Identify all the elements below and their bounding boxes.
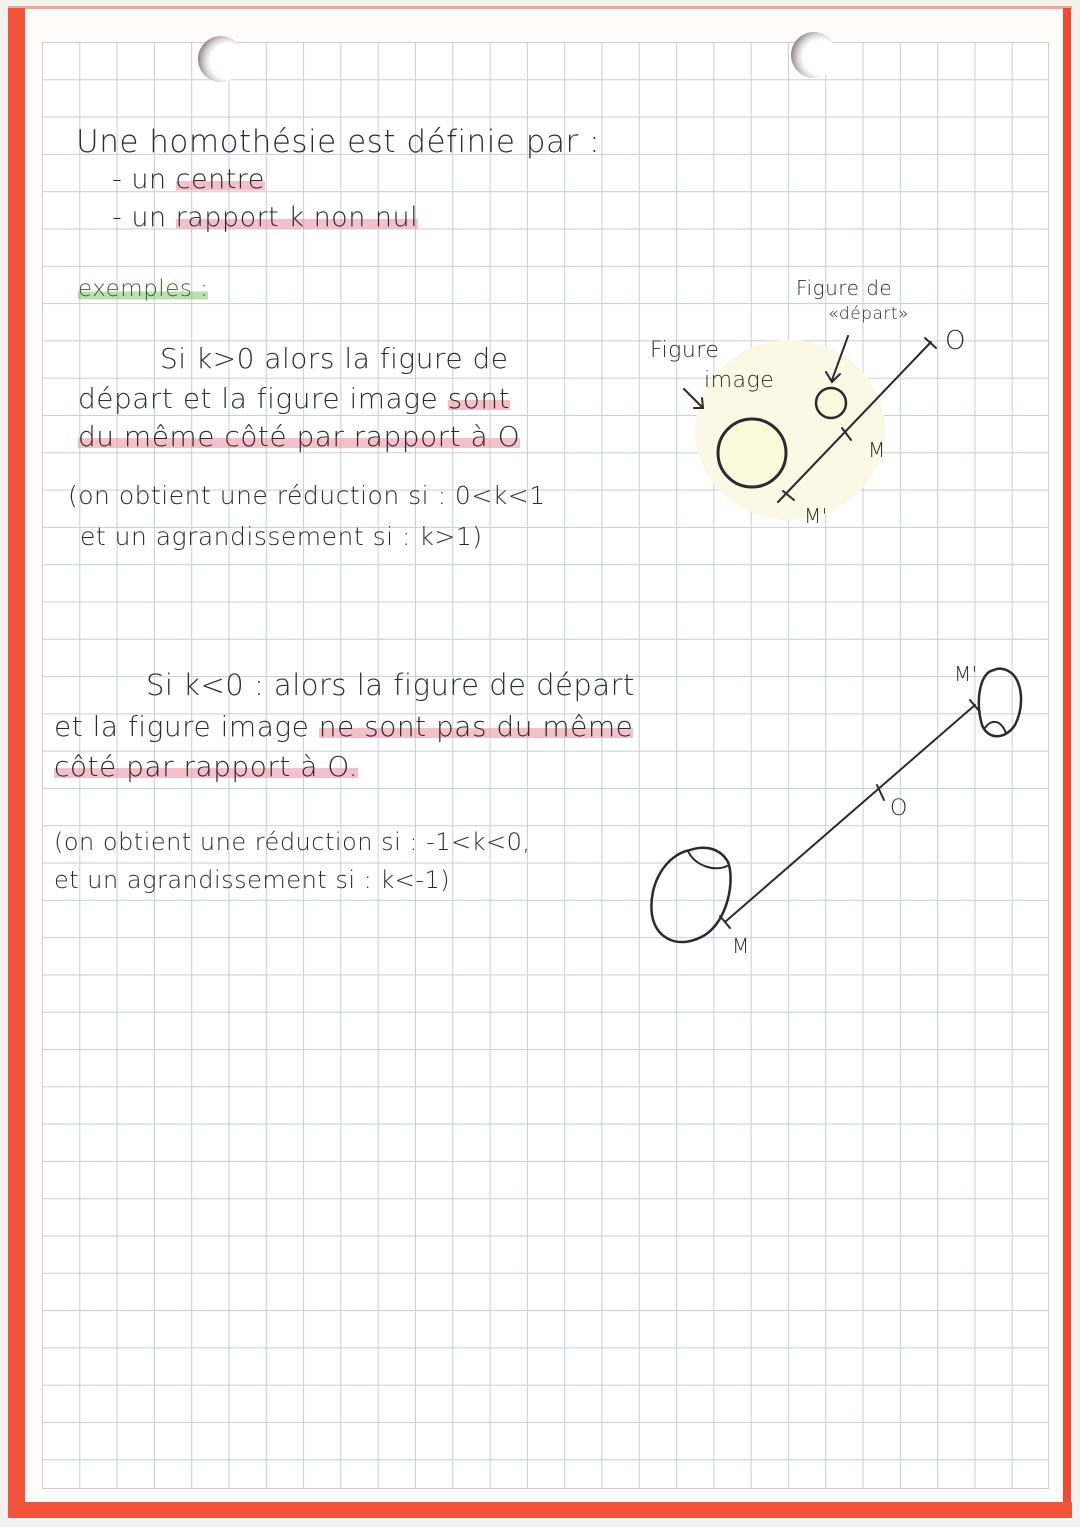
point-label-O-neg: O xyxy=(890,796,908,821)
case-negative-highlight-side: côté par rapport à O. xyxy=(54,750,359,783)
case-positive-line2-text: départ et la figure image xyxy=(78,382,448,415)
label-figure-depart-line1: Figure de xyxy=(796,276,893,300)
case-negative-line2-text: et la figure image xyxy=(54,710,319,743)
depart-figure-blob xyxy=(651,848,730,942)
point-label-M-neg: M xyxy=(732,934,750,958)
definition-item-highlight: rapport k non nul xyxy=(175,202,419,233)
case-negative-note-line1: (on obtient une réduction si : -1<k<0, xyxy=(54,828,531,856)
case-negative-note-line2: et un agrandissement si : k<-1) xyxy=(54,866,451,894)
definition-item-prefix: - un xyxy=(112,164,176,195)
label-figure-image-line2: image xyxy=(704,368,775,393)
case-positive-highlight-same-side: du même côté par rapport à O xyxy=(78,420,521,453)
point-label-M: M xyxy=(868,438,886,462)
case-positive-highlight-sont: sont xyxy=(447,382,511,415)
case-positive-note-line1: (on obtient une réduction si : 0<k<1 xyxy=(68,481,546,510)
definition-title: Une homothésie est définie par : xyxy=(76,124,601,160)
diagram-positive xyxy=(684,336,936,520)
point-label-M-prime: M' xyxy=(804,504,828,528)
examples-label-text: exemples : xyxy=(78,276,209,302)
case-positive-line1: Si k>0 alors la figure de xyxy=(160,342,509,375)
definition-item-prefix: - un xyxy=(112,202,176,233)
image-figure-circle xyxy=(718,419,786,487)
line-M-M-prime xyxy=(725,705,975,922)
label-figure-depart-line2: «départ» xyxy=(828,304,909,324)
definition-item-highlight: centre xyxy=(175,164,265,195)
case-negative-line1: Si k<0 : alors la figure de départ xyxy=(146,668,635,702)
depart-figure-circle xyxy=(816,388,846,418)
case-positive-note-line2: et un agrandissement si : k>1) xyxy=(80,522,483,551)
label-figure-image-line1: Figure xyxy=(650,338,720,363)
point-label-M-prime-neg: M' xyxy=(954,662,978,686)
case-negative-highlight-not-same: ne sont pas du même xyxy=(318,710,634,743)
point-label-O: O xyxy=(945,326,966,356)
diagram-negative xyxy=(651,669,1021,942)
